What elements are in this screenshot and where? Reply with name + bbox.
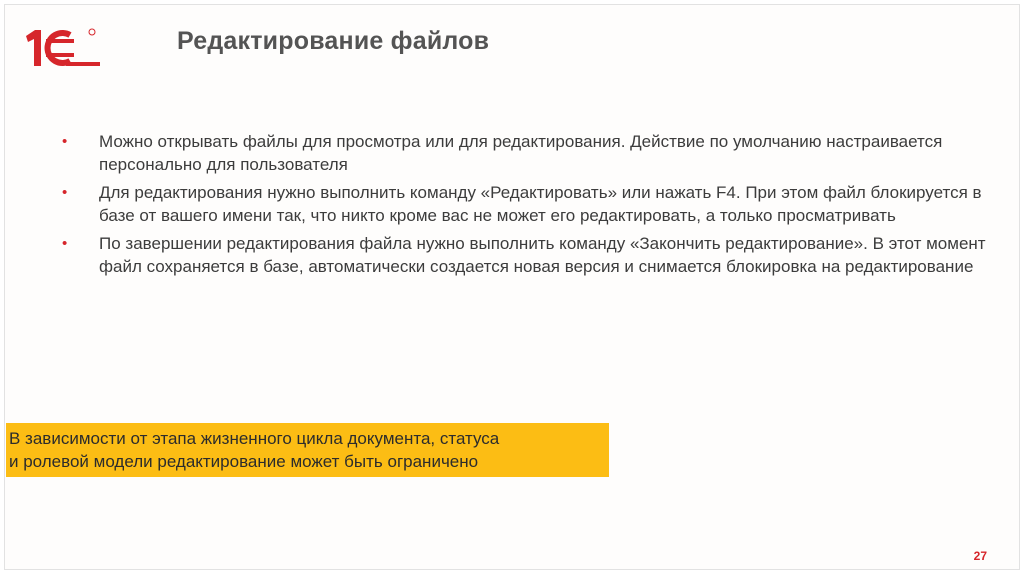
bullet-list — [62, 131, 1002, 285]
note-line-2: и ролевой модели редактирование может быть ограничено — [9, 451, 479, 471]
1c-logo-icon — [22, 22, 102, 68]
slide-frame — [4, 4, 1020, 570]
note-callout — [6, 423, 609, 477]
bullet-item — [62, 131, 1002, 176]
bullet-text: Можно открывать файлы для просмотра или для редактирования. Действие по умолчанию настраивается персонально для пользователя — [99, 132, 943, 174]
bullet-dot-icon: • — [62, 184, 68, 202]
page-number: 27 — [973, 549, 987, 563]
bullet-item — [62, 233, 1002, 278]
slide-title: Редактирование файлов — [177, 27, 490, 55]
bullet-item — [62, 182, 1002, 227]
bullet-dot-icon: • — [62, 235, 68, 253]
bullet-text: Для редактирования нужно выполнить команду «Редактировать» или нажать F4. При этом файл блокируется в базе от вашего имени так, что никто кроме вас не может его редактировать, а только просматривать — [99, 183, 982, 225]
note-line-1: В зависимости от этапа жизненного цикла документа, статуса — [9, 429, 500, 448]
bullet-dot-icon: • — [62, 133, 68, 150]
bullet-text: По завершении редактирования файла нужно выполнить команду «Закончить редактирование». В этот момент файл сохраняется в базе, автоматически создается новая версия и снимается блокировка на редактирование — [99, 234, 986, 276]
